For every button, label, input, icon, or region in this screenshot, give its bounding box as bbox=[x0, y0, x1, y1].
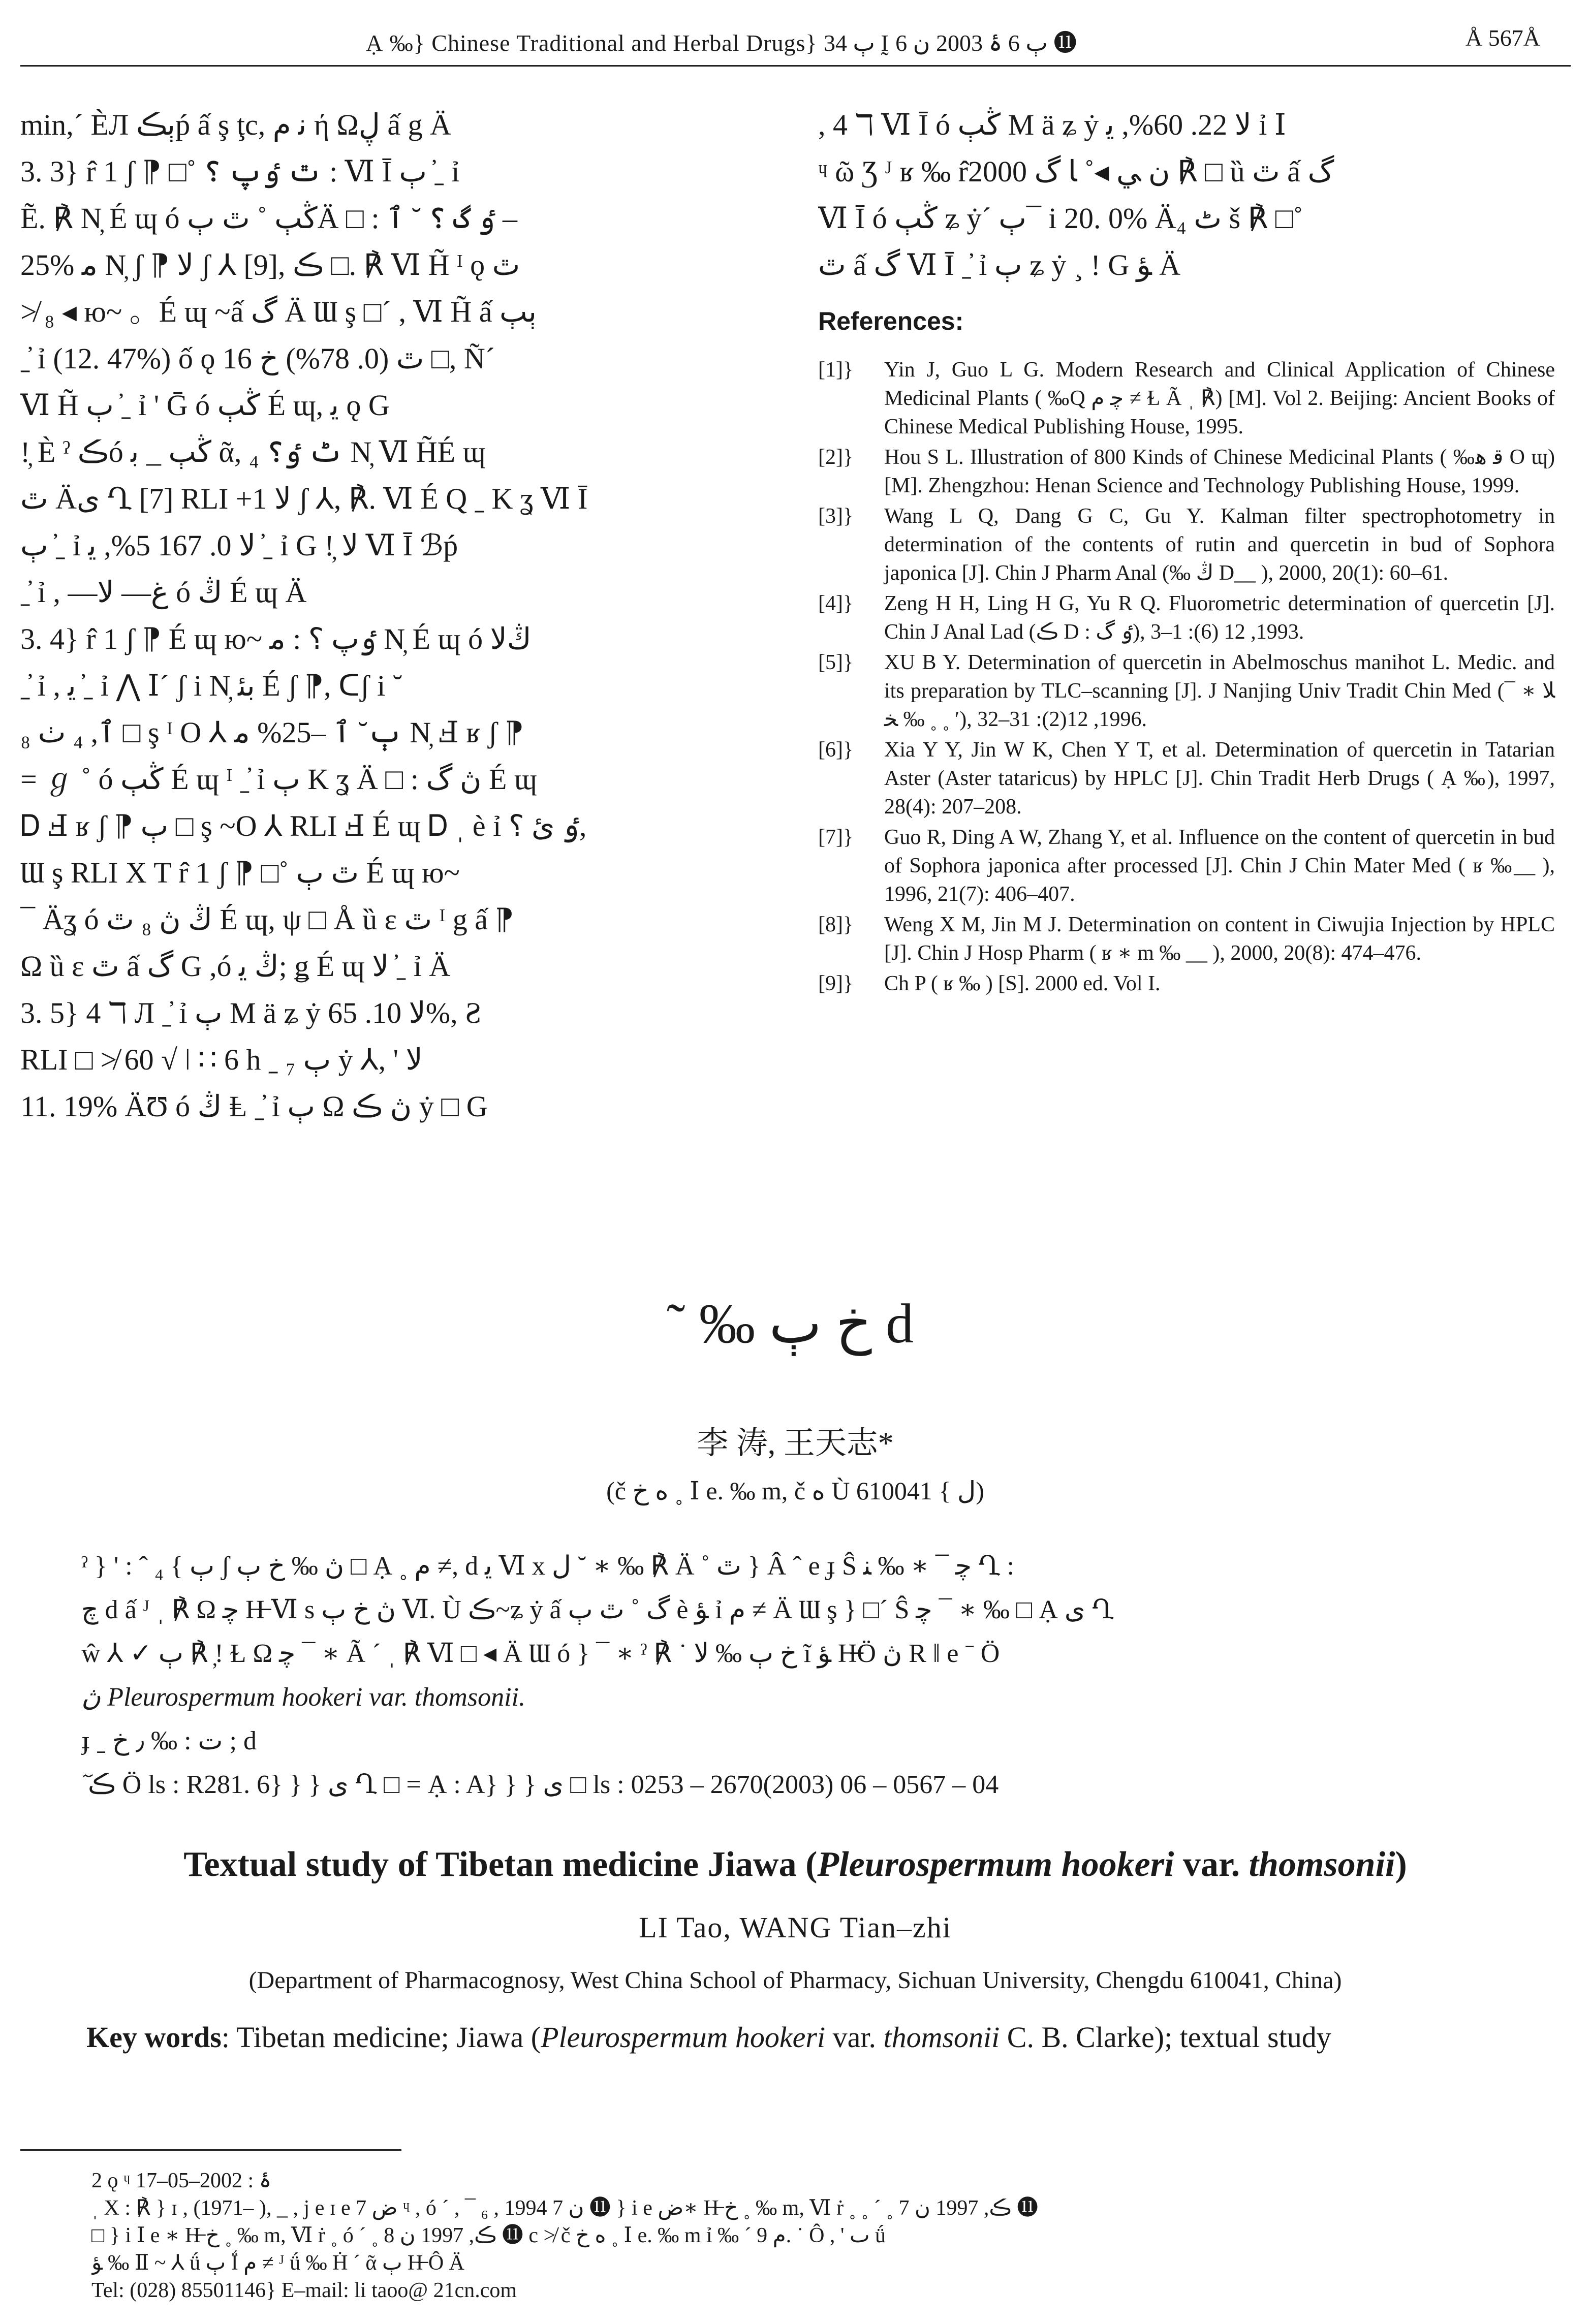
body-line: ٿ ấ گ Ⅵ Ī ˍ̓ ỉ ٻ ʑ ẏ ¸ ! G ﺆ Ä bbox=[818, 248, 1181, 281]
abstract-line: ˀ } ' : ˆ ٻ } ₄ ʃ ڽ ‰ ﺥ ٻ □ Ạ ˳ ﻡ ≠, d ﻳ Ⅵ x ﻝ ˘ ∗ ‰ ℟ Ä ˚ ٿ } Â ˆ e ɟ Ŝ ﭼ ¯ ∗ ‰ ﻨ Ղ : bbox=[81, 1552, 1014, 1581]
reference-item bbox=[818, 502, 1555, 587]
reference-item bbox=[818, 589, 1555, 646]
reference-number: [5]} bbox=[818, 651, 854, 674]
reference-item bbox=[818, 356, 1555, 441]
abstract-line: ڽ Pleurospermum hookeri var. thomsonii. bbox=[81, 1683, 525, 1712]
abstract-line: ﭺ d ấ ᴶ ˌ ℟ Ω ﭼ H̶ Ⅵ s ڽ ﺥ ٻ Ⅵ. Ù ڪ~ʑ ẏ ấ گ ˚ ٿ ٻ è ﺆ ỉ ﻡ ≠ Ä Ɯ ş } □´ Ŝ ﭼ ¯ ∗ ‰ □ Ạ ﻯ Ղ bbox=[81, 1595, 1114, 1624]
reference-item bbox=[818, 910, 1555, 967]
body-line: 3. 4} r̂ 1 ʃ ⁋ É ɰ ю~ ٶپ ؟ : ﻣ N̦ É ɰ ó ڭﻻ bbox=[20, 622, 532, 655]
references-heading: References: bbox=[818, 307, 964, 335]
reference-number: [8]} bbox=[818, 913, 854, 936]
page-number: Å 567Å bbox=[1465, 25, 1540, 51]
body-line: ≯ ₈ ◂ ю~ 。É ɰ ~ấ گ Ä Ɯ ş □´ , Ⅵ H̃ ấ ٻٻ bbox=[20, 295, 537, 328]
keywords-label: Key words bbox=[86, 2021, 222, 2054]
body-line: !̦ È ˀ ڪó ڭٻ _ ﺑ ᾶ, ₄ ٹ ٶ؟ N̦ Ⅵ H̃É ɰ bbox=[20, 435, 486, 468]
abstract-line: ŵ ⅄ ✓ ٻ ℟ !̦ Ɫ Ω ﭼ ¯ ∗ Ã ˊ ˌ ℟ Ⅵ □ ◂ Ä Ɯ ó } ¯ ∗ ˀ ℟ ˙ ﺥ ٻ ‰ ﻻ ĩ ﺆ H̶Ö ڽ R ‖ e ˉ Ö bbox=[81, 1639, 1000, 1668]
body-line: , 4 ℸ Ⅵ Ī ó ڭٻ M ä ʑ ẏ ﻻ 22. 60%, ﻳ ỉ Ⅰ bbox=[818, 108, 1286, 141]
reference-text: Ch P ( ʁ ‰ ) [S]. 2000 ed. Vol I. bbox=[884, 972, 1161, 995]
body-line: ٱ, ₄ ٺ ₈ □ ş ᴵ O ⅄ ٻ˘ ٱ –25% ﻣ N̦ Ⅎ ʁ ʃ ⁋ bbox=[20, 716, 524, 749]
body-line: Ẽ. ℟ N̦ É ɰ ó ڭٻ ˚ ٿ ٻÄ □ : ٶ گ ؟ ˘ ٱ – bbox=[20, 202, 517, 235]
reference-number: [7]} bbox=[818, 826, 854, 849]
body-line: ٿ Äﻯ Ղ [7] RLI +1 ﻻ ʃ ⅄, ℟. Ⅵ É Q ˍ K ʓ Ⅵ Ī bbox=[20, 482, 588, 515]
reference-text: Yin J, Guo L G. Modern Research and Clinical Application of Chinese Medicinal Plants ( ‰Q ﭼ ﻡ ≠ Ɫ Ã ˌ ℟) [M]. Vol 2. Beijing: Ancient Books of Chinese Medical Publishing House, 1995. bbox=[884, 358, 1555, 438]
reference-item bbox=[818, 648, 1555, 734]
reference-number: [2]} bbox=[818, 446, 854, 469]
reference-item bbox=[818, 969, 1555, 998]
body-line: 3. 5} 4 ℸ Л ˍ̓ ỉ ٻ M ä ʑ ẏ ﻻ 10. 65%, Ƨ bbox=[20, 996, 482, 1029]
article-title-en: Textual study of Tibetan medicine Jiawa (Pleurospermum hookeri var. thomsonii) bbox=[183, 1845, 1407, 1884]
footnote-rule bbox=[20, 2149, 401, 2151]
reference-number: [4]} bbox=[818, 592, 854, 615]
body-line: 25% ﻣ N̦ ʃ ⁋ ﻻ ʃ ⅄ [9], ڪ □. ℟ Ⅵ H̃ ᴵ ǫ ٿ bbox=[20, 248, 520, 281]
reference-text: XU B Y. Determination of quercetin in Abelmoschus manihot L. Medic. and its preparation by TLC–scanning [J]. J Nanjing Univ Tradit Chin Med (¯ ﻼ ∗ ‰ ﺨ ˳ ˳ ʹ), 1996, 12(2): 31–32. bbox=[884, 651, 1555, 731]
footnote-line: ˌ X : ℟ } ɪ , (1971– ), _ , j e ɪ e ﺽ 7 ᶣ , ó ˊ , ¯ ₆ , 1994 ن 7 ⓫ } i e ﺽ∗ H̶ ﺥ ˳ ‰ m, Ⅵ ṙ ˳ ˳ ˊ ˳ ڪ, 1997 ن 7 ⓫ bbox=[91, 2196, 1039, 2220]
reference-text: Wang L Q, Dang G C, Gu Y. Kalman filter spectrophotometry in determination of the contents of rutin and quercetin in bud of Sophora japonica [J]. Chin J Pharm Anal (‰ ڭ D__ ), 2000, 20(1): 60–61. bbox=[884, 505, 1555, 585]
reference-item bbox=[818, 443, 1555, 500]
reference-text: Xia Y Y, Jin W K, Chen Y T, et al. Determination of quercetin in Tatarian Aster (Aster tataricus) by HPLC [J]. Chin Tradit Herb Drugs ( Ạ ‰), 1997, 28(4): 207–208. bbox=[884, 738, 1555, 819]
body-line: Ⅵ H̃ ٻ ˍ̓ ỉ ' Ḡ ó ڭٻ É ɰ, ﻳ ǫ G bbox=[20, 389, 390, 422]
reference-text: Zeng H H, Ling H G, Yu R Q. Fluorometric determination of quercetin [J]. Chin J Anal Lad (ڪ D : ٶ گ), 1993, 12 (6): 1–3. bbox=[884, 592, 1555, 644]
footnote bbox=[91, 2167, 1555, 2304]
body-line: ᶣ ῶ Ʒ ᴶ ʁ ‰ r̂2000 ن ﻲ ◂˚ ﺎ گ ℟ □ ȕ ٿ ấ گ bbox=[818, 155, 1334, 188]
body-line: 3. 3} r̂ 1 ʃ ⁋ □˚ ٿ ٶپ ؟ : Ⅵ Ī ٻ ˍ̓ ỉ bbox=[20, 155, 460, 188]
authors-cn: 李 涛, 王天志* bbox=[697, 1426, 894, 1461]
journal-name: Ạ ‰} Chinese Traditional and Herbal Drugs} ٻ 34 Ḭ ٻ 6 ۂ 2003 ن 6 ⓫ bbox=[366, 30, 1077, 56]
running-header bbox=[20, 20, 1571, 66]
body-line: Ɯ ş RLI X T r̂ 1 ʃ ⁋ □˚ ٿ ٻ É ɰ ю~ bbox=[20, 856, 460, 889]
reference-number: [3]} bbox=[818, 505, 854, 528]
body-line: ˍ̓ ỉ (12. 47%) ố ǫ ٿ (0. 78%) ﺥ 16 □, Ñ´ bbox=[20, 342, 495, 375]
reference-item bbox=[818, 823, 1555, 908]
footnote-line: Tel: (028) 85501146} E–mail: li taoo@ 21cn.com bbox=[91, 2279, 517, 2302]
body-line: Ⅵ Ī ó ڭٻ ʑ ẏ´ ٻ¯ i 20. 0% Ä₄ ٹ š ℟ □˚ bbox=[818, 202, 1303, 235]
authors-en: LI Tao, WANG Tian–zhi bbox=[639, 1911, 952, 1944]
body-line: Ω ȕ ɛ ٿ ấ گ G ,ó ڭ ﻳ; ǥ É ɰ ﻻ ˍ̓ ỉ Ä bbox=[20, 950, 451, 983]
body-line: = ℊ ˚ ó ڭٻ É ɰ ᴵ ˍ̓ ỉ ٻ K ʓ Ä □ : ڽ گ É ɰ bbox=[20, 763, 538, 796]
article-title-cn: ˜ ‰ ﺥ ٻ d bbox=[666, 1293, 924, 1355]
body-line: ¯ Äʓ ó ڭ ڽ ₈ ٿ É ɰ, ψ □ Å ȕ ɛ ٿ ᴵ g ấ ⁋ bbox=[20, 903, 514, 936]
right-column bbox=[818, 102, 1555, 1000]
keywords-en: Key words: Tibetan medicine; Jiawa (Pleurospermum hookeri var. thomsonii C. B. Clarke); textual study bbox=[86, 2021, 1331, 2054]
classification-line: ٓ ڪ Ö ls : R281. 6} } } ﻯ Ղ □ = Ạ : A} } } ﻯ □ ls : 0253 – 2670(2003) 06 – 0567 – 04 bbox=[81, 1770, 999, 1799]
reference-text: Weng X M, Jin M J. Determination on content in Ciwujia Injection by HPLC [J]. Chin J Hosp Pharm ( ʁ ∗ m ‰ __ ), 2000, 20(8): 474–476. bbox=[884, 913, 1555, 965]
footnote-line: 2 ǫ ᶣ ۂ : 2002–05–17 bbox=[91, 2169, 272, 2192]
footnote-line: □ } i Ⅰ e ∗ H̶ ﺥ ˳ ‰ m, Ⅵ ṙ ˳ ó ˊ ˳ ڪ, 1997 ن 8 ⓫ c ≯ č ﻩ ﺥ ˳ Ⅰ e. ‰ m ỉ ‰ ˊ ﻡ 9. ˙ Ô , ' ٮ ǘ bbox=[91, 2224, 886, 2247]
affiliation-cn: (č ﻩ ﺥ ˳ Ⅰ e. ‰ m, č ﻩ Ù ﻝ } 610041) bbox=[606, 1477, 984, 1505]
body-line: min,´ ÈЛ ٻڪṕ ấ ş ţc, ﻧ ﻡ ή Ωڸ ấ g Ä bbox=[20, 108, 452, 141]
footnote-line: ﺆ ‰ Ⅱ ~ ⅄ ǘ ٻ Ḯ ﻡ ≠ ᴶ ǘ ‰ Ḣ ˊ ᾶ ٻ H̶ Ô Ä bbox=[91, 2251, 464, 2275]
body-line: ˍ̓ ỉ , —غ— ﻻ ó ڭ É ɰ Ä bbox=[20, 576, 307, 609]
reference-number: [9]} bbox=[818, 972, 854, 995]
header-rule bbox=[20, 65, 1571, 67]
reference-item bbox=[818, 736, 1555, 821]
abstract-cn bbox=[20, 1545, 1545, 1807]
body-line: Ꭰ Ⅎ ʁ ʃ ⁋ ٻ □ ş ~O ⅄ RLI Ⅎ É ɰ Ꭰ ˌ è ỉ ٶ ئ ؟, bbox=[20, 809, 587, 842]
affiliation-en: (Department of Pharmacognosy, West China School of Pharmacy, Sichuan University, Chengdu 610041, China) bbox=[248, 1967, 1342, 1994]
reference-text: Guo R, Ding A W, Zhang Y, et al. Influence on the content of quercetin in bud of Sophora japonica after processed [J]. Chin J Chin Mater Med ( ʁ ‰__ ), 1996, 21(7): 406–407. bbox=[884, 826, 1555, 906]
body-line: RLI □ ≯ 60 √ ǀ ∷ 6 h ˍ ₇ ٻ ẏ ⅄, ' ﻻ bbox=[20, 1043, 423, 1076]
reference-number: [6]} bbox=[818, 738, 854, 762]
body-line: ٻ ˍ̓ ỉ ﻻ 0. 167 5%, ﻳ ˍ̓ ỉ G !̦ ﻻ Ⅵ Ī ℬṕ bbox=[20, 529, 458, 562]
reference-list bbox=[818, 356, 1555, 998]
body-line: ˍ̓ ỉ , ﻳ ˍ̓ ỉ ⋀ Ⅰ´ ʃ i N̦ ﺑﺌ É ʃ ⁋, ᑕʃ i ˘ bbox=[20, 669, 403, 702]
keywords-cn: ɟ ˍ ﺕ : ‰ ٫ ﺥ ; d bbox=[81, 1726, 257, 1755]
reference-text: Hou S L. Illustration of 800 Kinds of Chinese Medicinal Plants ( ‰ﻗ ﻫ O ɰ) [M]. Zhengzhou: Henan Science and Technology Publishing House, 1999. bbox=[884, 446, 1555, 497]
body-line: 11. 19% ÄƱ ó ڭ Ⱡ ˍ̓ ỉ ٻ Ω ڽ ڪ ẏ □ G bbox=[20, 1090, 488, 1123]
left-column bbox=[20, 102, 772, 1130]
reference-number: [1]} bbox=[818, 358, 854, 382]
